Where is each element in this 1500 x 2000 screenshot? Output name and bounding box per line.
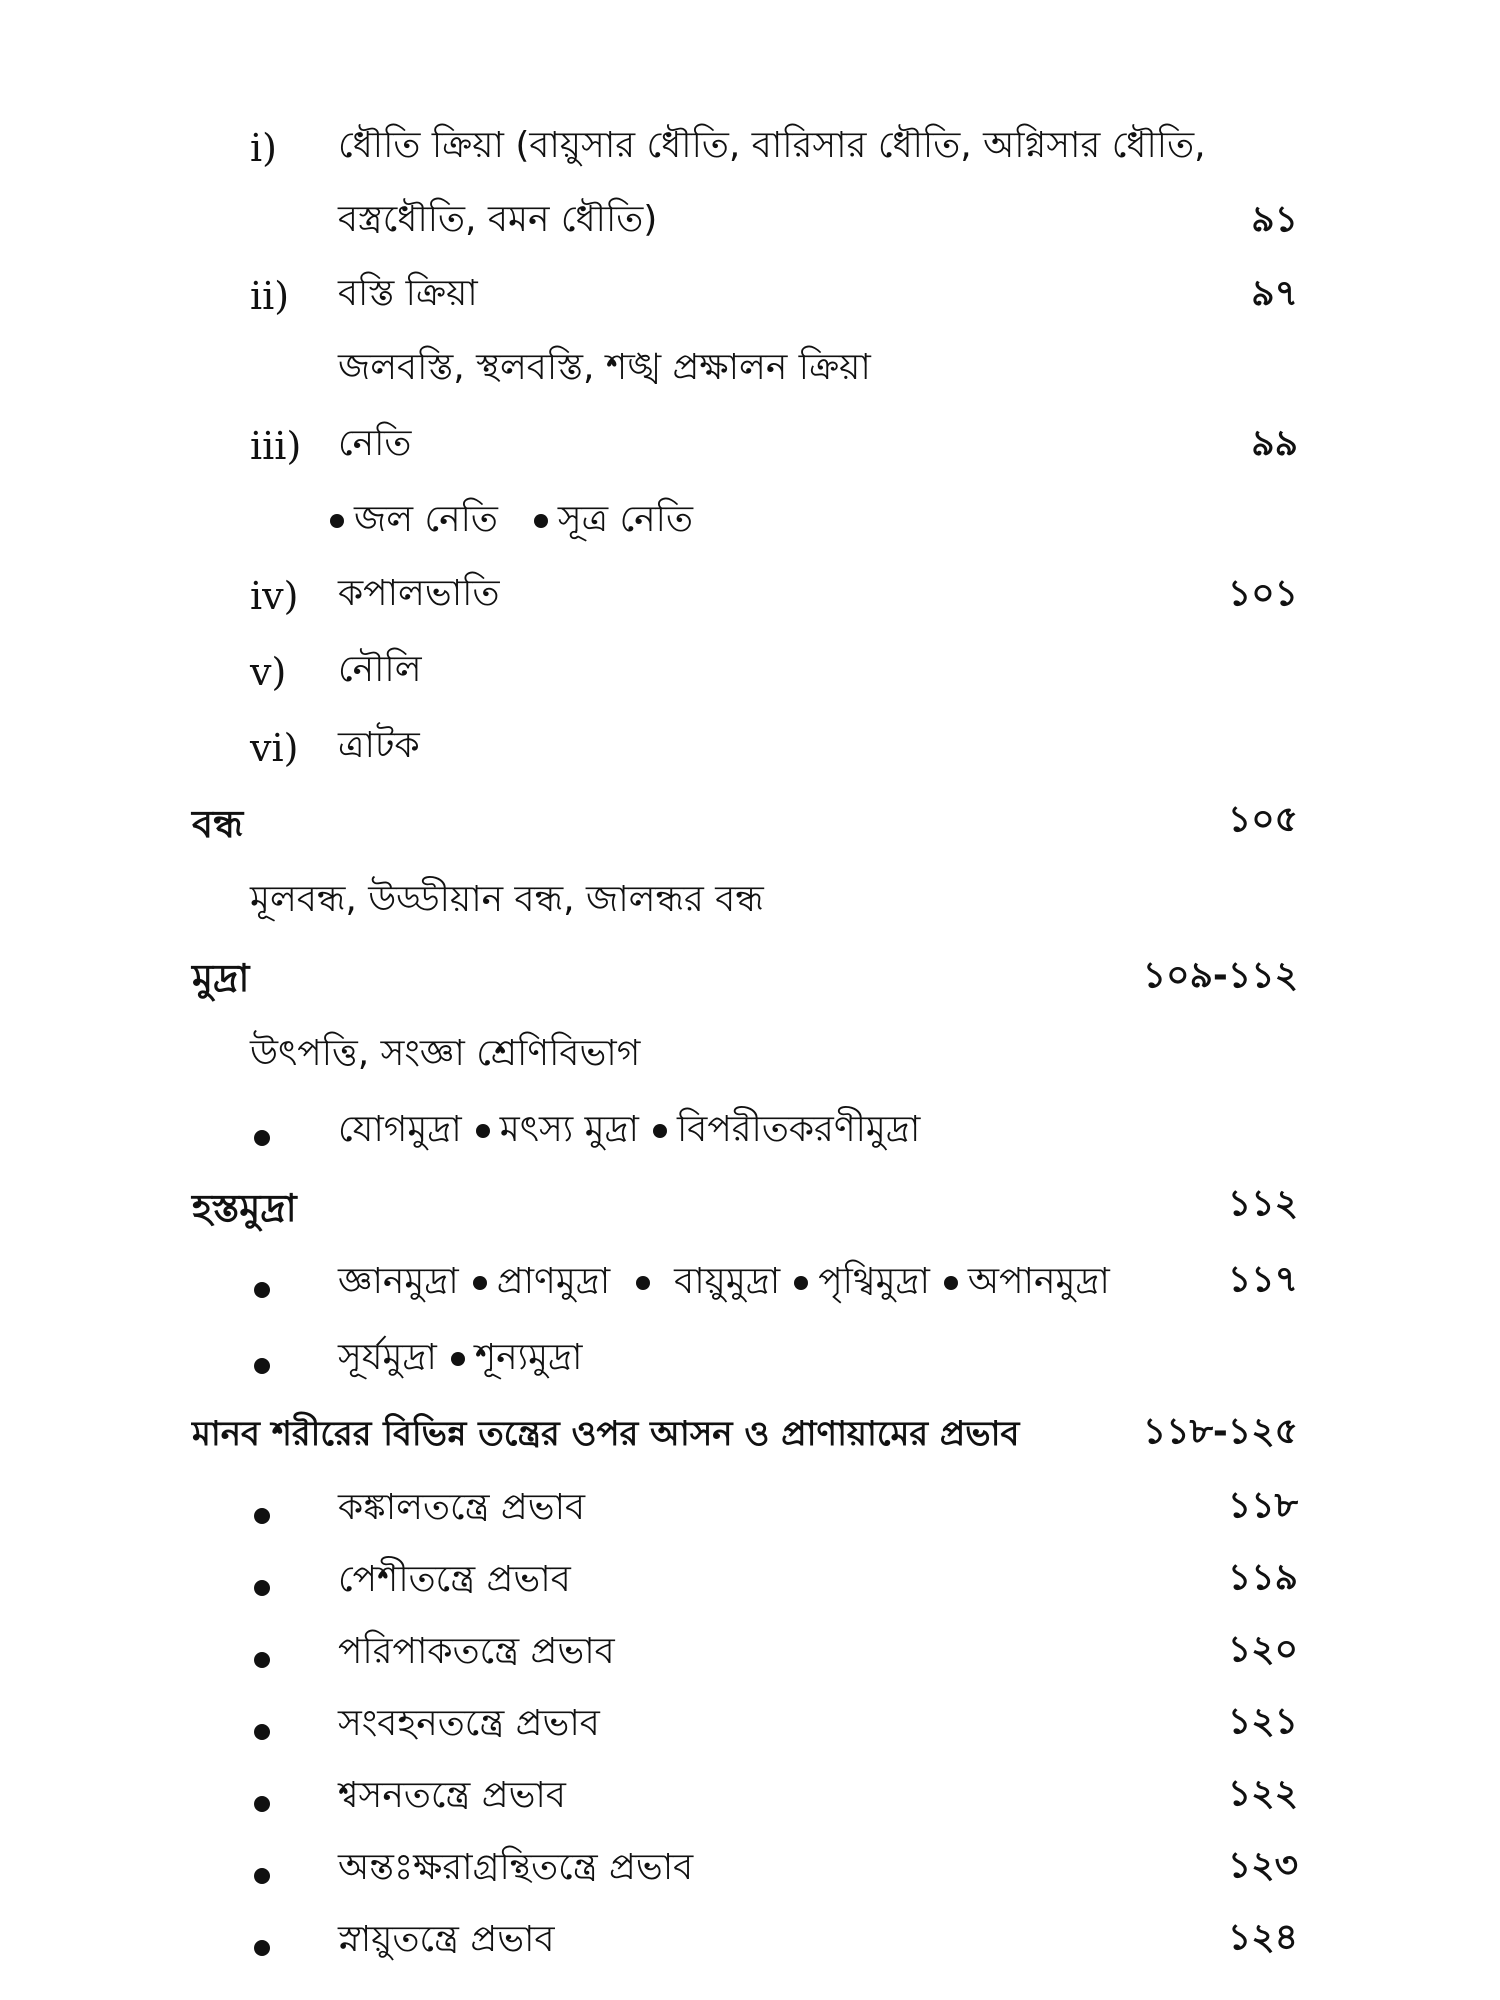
section-title-mudra: মুদ্রা	[192, 956, 250, 1000]
toc-subentry-neti	[330, 496, 693, 544]
bullet-icon	[254, 1940, 270, 1956]
hasta-item: অপানমুদ্রা	[967, 1261, 1110, 1302]
page-number-circulatory: ১২১	[1227, 1701, 1298, 1742]
page-number-mudra: ১০৯-১১২	[1142, 955, 1298, 996]
bullet-icon	[254, 1580, 270, 1596]
page-number-hastamudra: ১১২	[1227, 1183, 1298, 1224]
page-number-nervous: ১২৪	[1227, 1917, 1298, 1958]
effect-item-circulatory: সংবহনতন্ত্রে প্রভাব	[338, 1703, 600, 1744]
toc-entry-basti: বস্তি ক্রিয়া	[338, 273, 478, 314]
bullet-icon	[254, 1508, 270, 1524]
bullet-icon	[254, 1652, 270, 1668]
bullet-icon	[636, 1276, 650, 1290]
toc-entry-nauli: নৌলি	[338, 649, 422, 690]
bullet-icon	[254, 1358, 270, 1374]
toc-subentry-mudra: উৎপত্তি, সংজ্ঞা শ্রেণিবিভাগ	[250, 1033, 641, 1074]
page-number-skeletal: ১১৮	[1227, 1485, 1298, 1526]
bullet-icon	[794, 1276, 808, 1290]
neti-item-jal: জল নেতি	[354, 499, 498, 540]
page-number-digestive: ১২০	[1227, 1629, 1298, 1670]
page-number-dhauti: ৯১	[1251, 199, 1298, 240]
item-number-ii: ii)	[250, 274, 290, 318]
bullet-icon	[653, 1124, 667, 1138]
hasta-item: জ্ঞানমুদ্রা	[338, 1261, 459, 1302]
section-title-effects: মানব শরীরের বিভিন্ন তন্ত্রের ওপর আসন ও প্রাণায়ামের প্রভাব	[192, 1414, 1020, 1454]
toc-subentry-mudra-list	[338, 1106, 920, 1154]
toc-entry-kapalbhati: কপালভাতি	[338, 573, 500, 614]
bullet-icon	[254, 1724, 270, 1740]
mudra-item: যোগমুদ্রা	[338, 1109, 462, 1150]
toc-subentry-bandha: মূলবন্ধ, উড্ডীয়ান বন্ধ, জালন্ধর বন্ধ	[250, 879, 764, 920]
bullet-icon	[534, 514, 548, 528]
page-number-neti: ৯৯	[1251, 423, 1298, 464]
item-number-iii: iii)	[250, 424, 302, 468]
bullet-icon	[254, 1868, 270, 1884]
toc-entry-dhauti: ধৌতি ক্রিয়া (বায়ুসার ধৌতি, বারিসার ধৌতি, অগ্নিসার ধৌতি,	[338, 125, 1206, 166]
page-number-kapalbhati: ১০১	[1227, 573, 1298, 614]
toc-subentry-hasta-list-2	[338, 1334, 582, 1382]
page-number-effects: ১১৮-১২৫	[1142, 1411, 1298, 1452]
page-number-hasta-list: ১১৭	[1227, 1259, 1298, 1300]
item-number-i: i)	[250, 126, 277, 170]
effect-item-digestive: পরিপাকতন্ত্রে প্রভাব	[338, 1631, 615, 1672]
page-number-respiratory: ১২২	[1227, 1773, 1298, 1814]
toc-entry-trataka: ত্রাটক	[338, 725, 420, 766]
item-number-iv: iv)	[250, 574, 299, 618]
bullet-icon	[254, 1130, 270, 1146]
effect-item-skeletal: কঙ্কালতন্ত্রে প্রভাব	[338, 1487, 586, 1528]
neti-item-sutra: সূত্র নেতি	[557, 499, 693, 540]
toc-subentry-basti: জলবস্তি, স্থলবস্তি, শঙ্খ প্রক্ষালন ক্রিয়া	[338, 347, 871, 388]
section-title-hastamudra: হস্তমুদ্রা	[192, 1186, 297, 1230]
toc-entry-neti: নেতি	[338, 423, 412, 464]
effect-item-muscular: পেশীতন্ত্রে প্রভাব	[338, 1559, 571, 1600]
hasta-item: সূর্যমুদ্রা	[338, 1337, 437, 1378]
bullet-icon	[944, 1276, 958, 1290]
effect-item-nervous: স্নায়ুতন্ত্রে প্রভাব	[338, 1919, 555, 1960]
mudra-item: মৎস্য মুদ্রা	[499, 1109, 639, 1150]
page-number-basti: ৯৭	[1251, 273, 1298, 314]
toc-entry-dhauti-cont: বস্ত্রধৌতি, বমন ধৌতি)	[338, 199, 658, 240]
item-number-v: v)	[250, 650, 287, 694]
item-number-vi: vi)	[250, 726, 299, 770]
section-title-bandha: বন্ধ	[192, 802, 244, 846]
hasta-item: শূন্যমুদ্রা	[474, 1337, 583, 1378]
hasta-item: প্রাণমুদ্রা	[496, 1261, 611, 1302]
page-number-muscular: ১১৯	[1227, 1557, 1298, 1598]
bullet-icon	[451, 1352, 465, 1366]
effect-item-respiratory: শ্বসনতন্ত্রে প্রভাব	[338, 1775, 566, 1816]
bullet-icon	[254, 1282, 270, 1298]
bullet-icon	[473, 1276, 487, 1290]
mudra-item: বিপরীতকরণীমুদ্রা	[676, 1109, 921, 1150]
bullet-icon	[330, 514, 344, 528]
bullet-icon	[476, 1124, 490, 1138]
bullet-icon	[254, 1796, 270, 1812]
toc-subentry-hasta-list-1	[338, 1258, 1110, 1306]
effect-item-endocrine: অন্তঃক্ষরাগ্রন্থিতন্ত্রে প্রভাব	[338, 1847, 694, 1888]
page-number-endocrine: ১২৩	[1227, 1845, 1298, 1886]
hasta-item: বায়ুমুদ্রা	[674, 1261, 781, 1302]
hasta-item: পৃথ্বিমুদ্রা	[818, 1261, 930, 1302]
page-number-bandha: ১০৫	[1227, 799, 1298, 840]
